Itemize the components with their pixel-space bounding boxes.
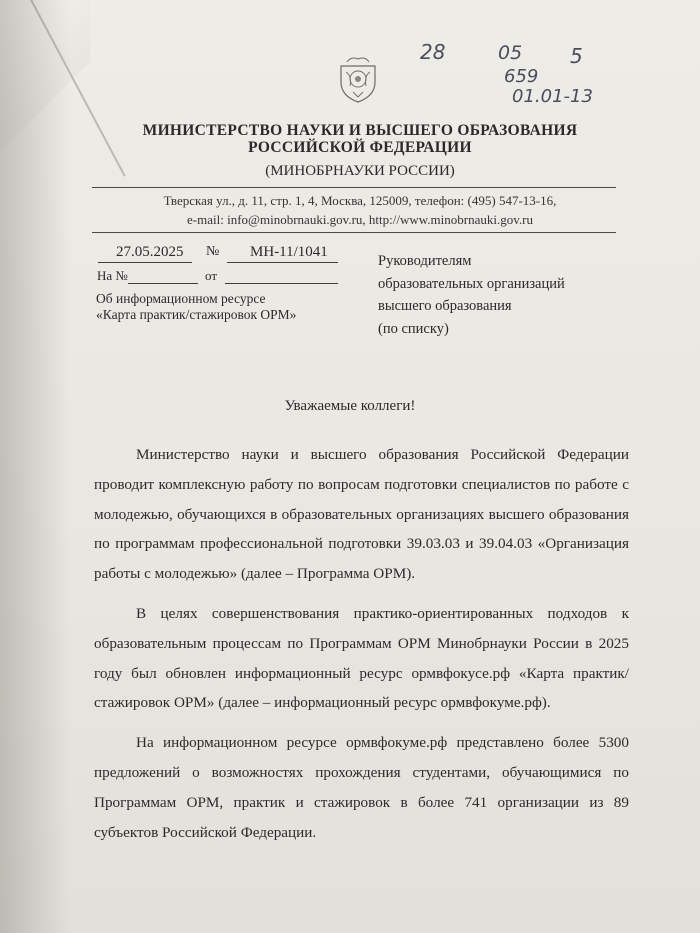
addressee-line: высшего образования [378, 298, 512, 314]
coat-of-arms-emblem [333, 52, 383, 104]
ministry-address: Тверская ул., д. 11, стр. 1, 4, Москва, 125009, телефон: (495) 547-13-16, [163, 193, 557, 208]
handwritten-note: 5 [570, 44, 583, 68]
addressee-line: (по списку) [378, 320, 449, 337]
letter-number: МН-11/1041 [250, 244, 328, 260]
letter-date: 27.05.2025 [116, 244, 184, 260]
ministry-short-name: (МИНОБРНАУКИ РОССИИ) [265, 163, 455, 179]
greeting: Уважаемые коллеги! [284, 398, 416, 414]
date-underline [98, 262, 192, 263]
subject-line: «Карта практик/стажировок ОРМ» [96, 307, 297, 322]
paragraph: Министерство науки и высшего образования Российской Федерации проводит комплексную работу по вопросам подготовки специалистов по работе с молодежью, обучающихся в образовательных организациях высшего образования по программам профессиональной подготовки 39.03.03 и 39.04.03 «Организация работы с молодежью» (далее – Программа ОРМ). [94, 446, 629, 583]
ministry-title-line2: РОССИЙСКОЙ ФЕДЕРАЦИИ [248, 139, 472, 156]
reply-to-blank [128, 283, 198, 284]
reply-to-label: На № [97, 268, 128, 283]
paragraph: В целях совершенствования практико-ориентированных подходов к образовательным процессам по Программам ОРМ Минобрнауки России в 2025 году был обновлен информационный ресурс ормвфокусе.рф «Карта практик/стажировок ОРМ» (далее – информационный ресурс ормвфокуме.рф). [94, 604, 629, 712]
ministry-title-line1: МИНИСТЕРСТВО НАУКИ И ВЫСШЕГО ОБРАЗОВАНИЯ [142, 122, 578, 139]
addressee-line: Руководителям [378, 253, 472, 269]
handwritten-note: 28 [420, 40, 446, 64]
handwritten-note: 01.01-13 [512, 86, 593, 107]
handwritten-note: 659 [504, 66, 539, 87]
addressee-line: образовательных организаций [378, 275, 565, 292]
handwritten-note: 05 [498, 42, 523, 64]
from-label: от [205, 268, 218, 283]
letter-subject [96, 291, 296, 323]
addressee-block [378, 250, 565, 340]
letter-body [94, 440, 629, 857]
paragraph: На информационном ресурсе ормвфокуме.рф представлено более 5300 предложений о возможностях прохождения студентами, обучающимися по Программам ОРМ, практик и стажировок в более 741 организации из 89 субъектов Российской Федерации. [94, 734, 629, 841]
header-divider [92, 232, 616, 233]
number-underline [227, 262, 338, 263]
from-blank [225, 283, 338, 284]
header-divider [92, 187, 616, 188]
subject-line: Об информационном ресурсе [96, 291, 266, 306]
ministry-contacts: e-mail: info@minobrnauki.gov.ru, http://www.minobrnauki.gov.ru [187, 212, 533, 227]
number-label: № [206, 244, 220, 259]
